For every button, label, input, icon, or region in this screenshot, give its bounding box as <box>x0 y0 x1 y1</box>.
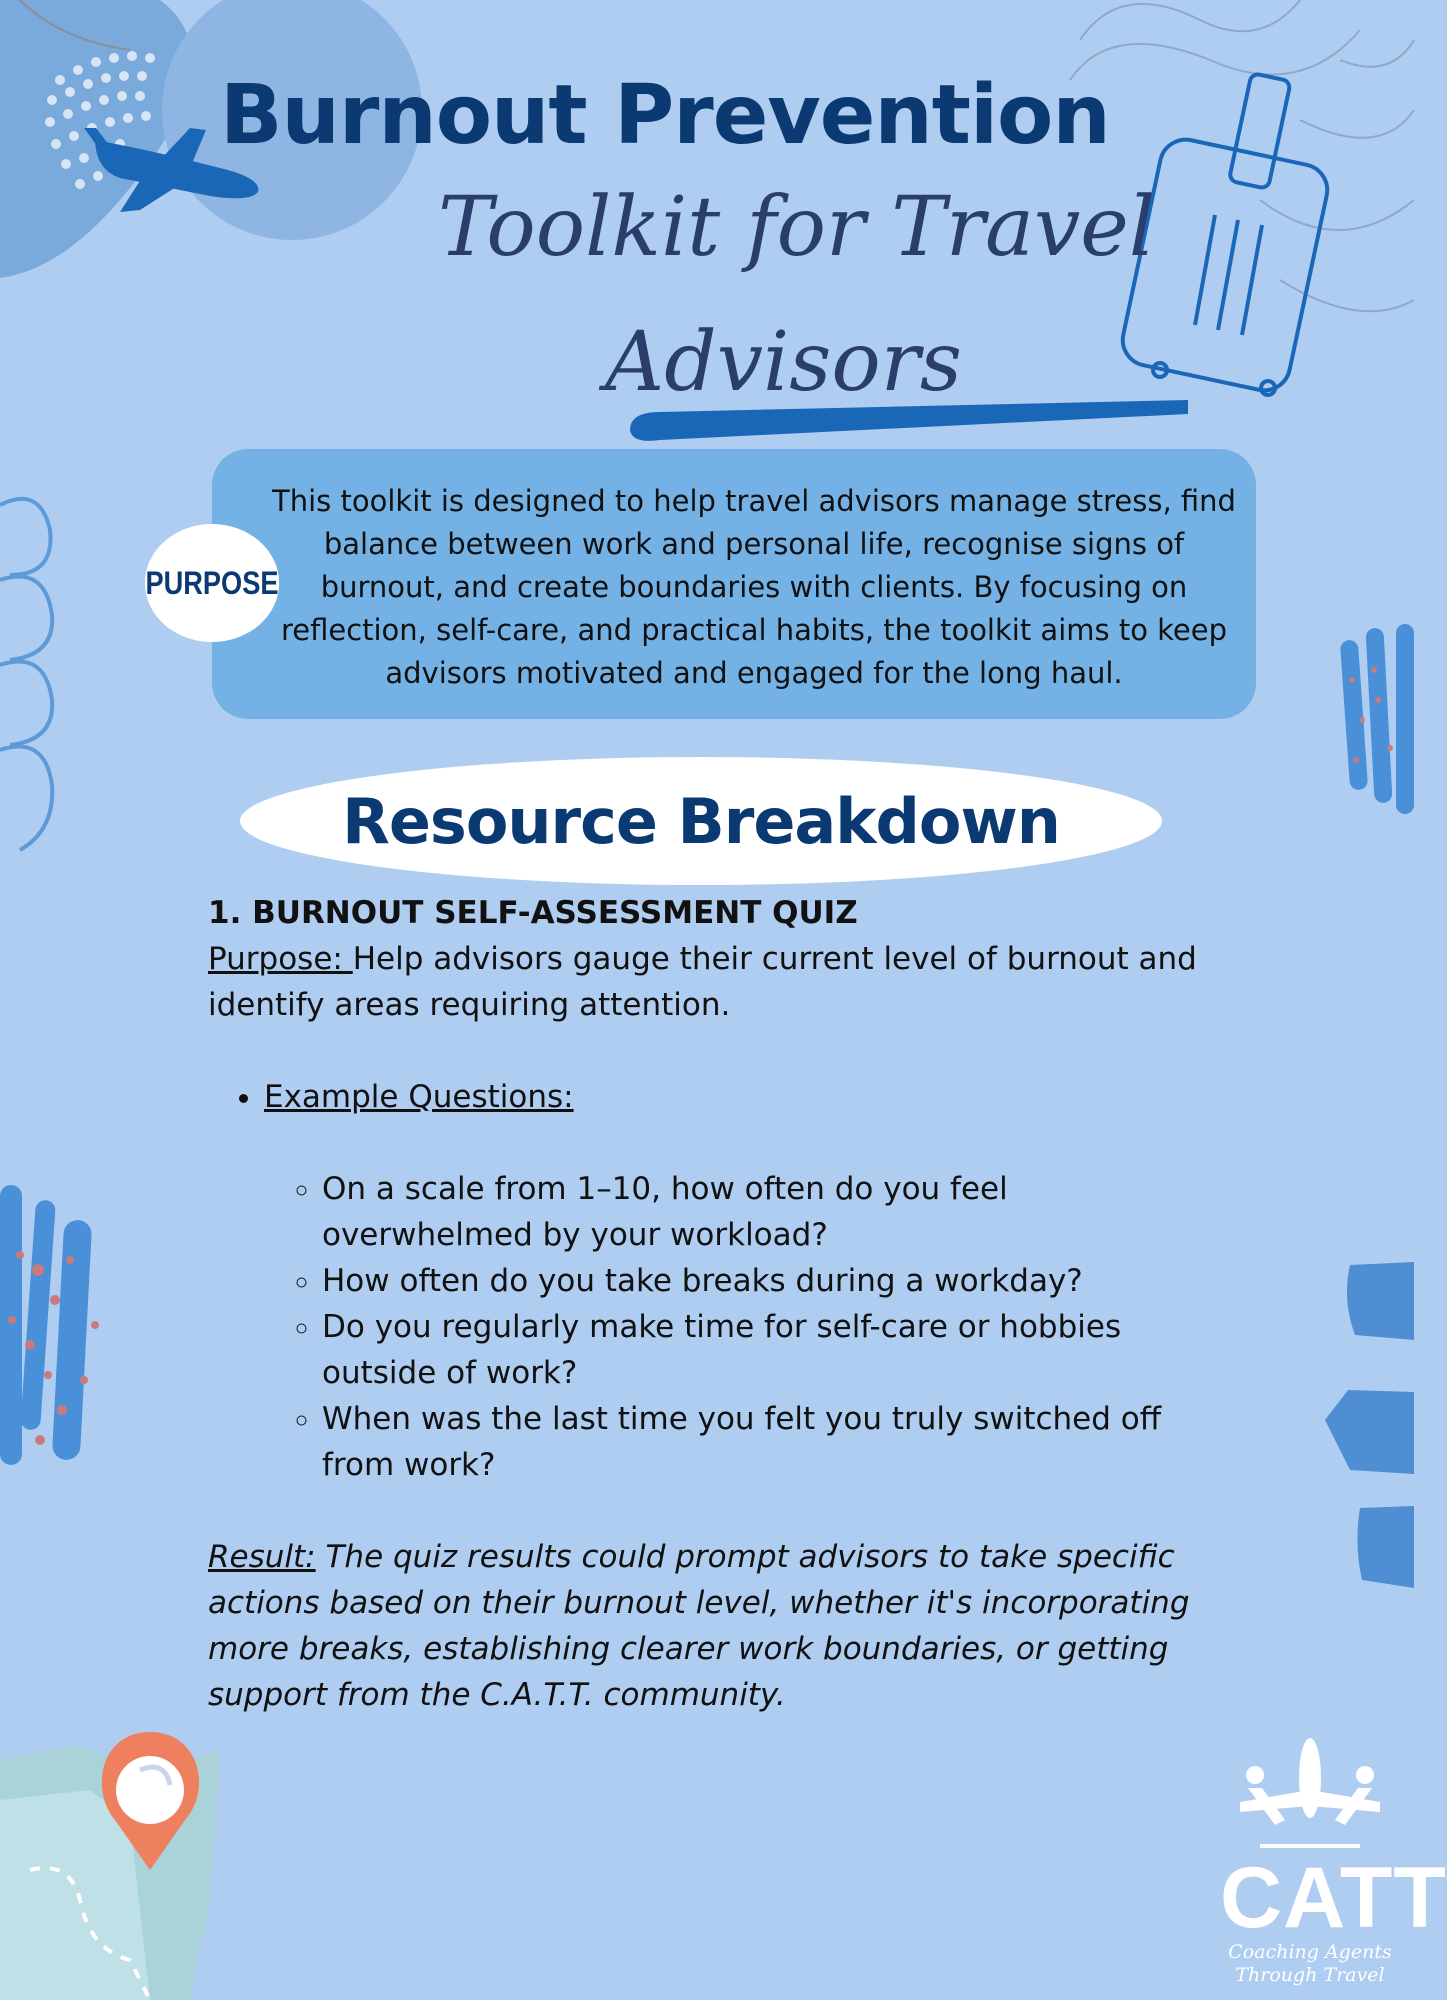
list-item <box>264 1074 1208 1488</box>
purpose-paragraph <box>208 936 1208 1028</box>
result-label: Result: <box>208 1539 316 1575</box>
page-title: Burnout Prevention <box>220 68 1110 163</box>
purpose-label: Purpose: <box>208 941 353 977</box>
result-description: The quiz results could prompt advisors to take specific actions based on their burnout level, whether it's incorporating more breaks, establishing clearer work boundaries, or getting support from the C.A.T.T. community. <box>208 1539 1190 1713</box>
questions-list <box>264 1166 1208 1488</box>
resource-breakdown-banner <box>240 757 1162 885</box>
question-item: ◦ How often do you take breaks during a workday? <box>322 1258 1208 1304</box>
logo-tagline-line1: Coaching Agents <box>1228 1941 1392 1963</box>
purpose-badge: PURPOSE <box>145 524 279 642</box>
question-item: ◦ When was the last time you felt you truly switched off from work? <box>322 1396 1208 1488</box>
section-burnout-quiz <box>208 890 1208 1718</box>
purpose-text: This toolkit is designed to help travel advisors manage stress, find balance between work and personal life, recognise signs of burnout, and create boundaries with clients. By focusing on reflection, self-care, and practical habits, the toolkit aims to keep advisors motivated and engaged for the long haul. <box>272 484 1236 690</box>
logo-name: CATT <box>1220 1850 1447 1946</box>
resource-breakdown-heading: Resource Breakdown <box>342 784 1060 858</box>
catt-logo <box>1220 1850 1447 1987</box>
question-item: ◦ On a scale from 1–10, how often do you feel overwhelmed by your workload? <box>322 1166 1208 1258</box>
purpose-description: Help advisors gauge their current level of burnout and identify areas requiring attention. <box>208 941 1197 1023</box>
logo-tagline-line2: Through Travel <box>1235 1964 1385 1986</box>
section-title: 1. BURNOUT SELF-ASSESSMENT QUIZ <box>208 895 858 931</box>
examples-label: Example Questions: <box>264 1079 574 1115</box>
page-subtitle-line2: Advisors <box>605 315 962 410</box>
examples-list <box>208 1074 1208 1488</box>
question-item: ◦ Do you regularly make time for self-care or hobbies outside of work? <box>322 1304 1208 1396</box>
page-subtitle-line1: Toolkit for Travel <box>438 180 1156 275</box>
result-paragraph <box>208 1534 1208 1718</box>
